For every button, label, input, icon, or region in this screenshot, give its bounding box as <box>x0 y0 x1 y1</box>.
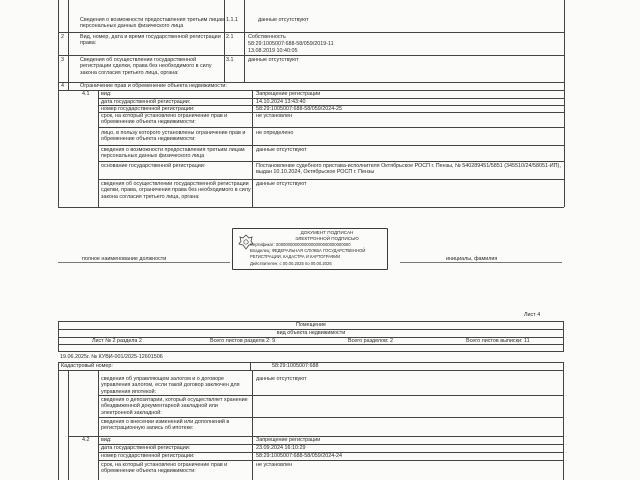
sheet-number: Лист № 2 раздела 2 <box>92 338 142 344</box>
depositary-label: сведения о депозитарии, который осуществляет хранение обездвиженной документарной закладной или электронной закладной: <box>101 397 248 416</box>
enc-4-2-num: 4.2 <box>82 437 90 443</box>
enc-4-1-regnum-label: номер государственной регистрации: <box>101 106 195 112</box>
stamp-line-2: ЭЛЕКТРОННОЙ ПОДПИСЬЮ <box>295 236 359 241</box>
enc-4-1-term-label: срок, на который установлено ограничение прав и обременение объекта недвижимости: <box>101 113 228 126</box>
enc-4-1-type-label: вид: <box>101 91 112 97</box>
row-1-subnum: 1.1.1 <box>226 17 238 23</box>
object-subtitle: вид объекта недвижимости <box>276 330 346 336</box>
row-1-label: Сведения о возможности предоставления третьим лицам персональных данных физического лица <box>80 17 225 30</box>
enc-4-1-consent-label: сведения об осуществлении государственной регистрации сделки, права, ограничения права без необходимого в силу закона согласия третьего лица, органа: <box>101 181 251 200</box>
stamp-owner: Владелец: ФЕДЕРАЛЬНАЯ СЛУЖБА ГОСУДАРСТВЕННОЙ <box>250 248 366 253</box>
enc-4-1-date-value: 14.10.2024 13:43:40 <box>256 99 306 105</box>
enc-4-1-basis-value: Постановление судебного пристава-исполнителя Октябрьское РОСП г. Пензы, № 540289451/5851 (345510/24/58051-ИП), выдан 10.10.2024, Октябрьское РОСП г. Пензы <box>256 163 561 176</box>
position-caption: полное наименование должности <box>82 256 167 262</box>
object-title: Помещение <box>296 322 326 328</box>
row-1-value: данные отсутствуют <box>258 17 309 23</box>
enc-4-1-basis-label: основание государственной регистрации: <box>101 163 206 169</box>
stamp-validity: Действителен: с 00.00.2025 по 00.00.2026 <box>250 261 332 266</box>
pledge-manager-label: сведения об управляющем залогом и о договоре управления залогом, если такой договор заключен для управления ипотекой: <box>101 376 240 395</box>
name-caption: инициалы, фамилия <box>446 256 498 262</box>
row-2-value-type: Собственность <box>248 34 286 40</box>
stamp-certificate: Сертификат: 00000000000000000000000000000000 <box>250 242 351 247</box>
row-2-label: Вид, номер, дата и время государственной регистрации права: <box>80 34 221 47</box>
enc-4-1-beneficiary-label: лицо, в пользу которого установлены ограничение прав и обременение объекта недвижимости: <box>101 130 246 143</box>
extract-date-ref: 19.06.2025г. № КУВИ-001/2025-12601506 <box>60 354 163 360</box>
enc-4-2-term-value: не установлен <box>256 462 293 468</box>
row-4-label: Ограничение прав и обременение объекта недвижимости: <box>80 83 227 89</box>
enc-4-1-num: 4.1 <box>82 91 90 97</box>
enc-4-1-regnum-value: 58:29:1005007:688-58/059/2024-25 <box>256 106 343 112</box>
enc-4-1-consent-value: данные отсутствуют <box>256 181 307 187</box>
row-3-num: 3 <box>61 57 64 63</box>
mortgage-changes-label: сведения о внесении изменений или дополнений в регистрационную запись об ипотеке: <box>101 419 230 432</box>
total-section-sheets: Всего листов раздела 2: 9 <box>210 338 276 344</box>
row-2-value-number: 58:29:1005007:688-58/059/2019-11 <box>248 41 334 47</box>
enc-4-1-term-value: не установлен <box>256 113 293 119</box>
enc-4-2-regnum-label: номер государственной регистрации: <box>101 453 195 459</box>
pledge-manager-value: данные отсутствуют <box>256 376 307 382</box>
cadastre-value: 58:29:1005007:688 <box>272 363 319 369</box>
row-3-subnum: 3.1 <box>226 57 234 63</box>
enc-4-1-pd-value: данные отсутствуют <box>256 147 307 153</box>
enc-4-1-type-value: Запрещение регистрации <box>256 91 321 97</box>
row-2-num: 2 <box>61 34 64 40</box>
total-extract-sheets: Всего листов выписки: 11 <box>466 338 530 344</box>
row-4-num: 4 <box>61 83 64 89</box>
row-3-value: данные отсутствуют <box>248 57 299 63</box>
stamp-owner-cont: РЕГИСТРАЦИИ, КАДАСТРА И КАРТОГРАФИИ <box>250 254 341 259</box>
enc-4-2-date-value: 23.09.2024 16:10:29 <box>256 445 306 451</box>
row-2-subnum: 2.1 <box>226 34 234 40</box>
enc-4-1-beneficiary-value: не определено <box>256 130 294 136</box>
row-3-label: Сведения об осуществлении государственной регистрации сделки, права без необходимого в силу закона согласия третьего лица, органа: <box>80 57 212 76</box>
total-sections: Всего разделов: 2 <box>348 338 393 344</box>
enc-4-2-type-label: вид: <box>101 437 112 443</box>
enc-4-1-date-label: дата государственной регистрации: <box>101 99 191 105</box>
enc-4-2-date-label: дата государственной регистрации: <box>101 445 191 451</box>
row-2-value-date: 13.08.2019 10:40:05 <box>248 48 298 54</box>
cadastre-label: Кадастровый номер: <box>61 363 113 369</box>
enc-4-2-term-label: срок, на который установлено ограничение прав и обременение объекта недвижимости: <box>101 462 228 475</box>
stamp-line-1: ДОКУМЕНТ ПОДПИСАН <box>300 230 354 235</box>
enc-4-2-regnum-value: 58:29:1005007:688-58/059/2024-24 <box>256 453 343 459</box>
enc-4-1-pd-label: сведения о возможности предоставления третьим лицам персональных данных физического лица <box>101 147 245 160</box>
enc-4-2-type-value: Запрещение регистрации <box>256 437 321 443</box>
page-number: Лист 4 <box>524 312 541 318</box>
